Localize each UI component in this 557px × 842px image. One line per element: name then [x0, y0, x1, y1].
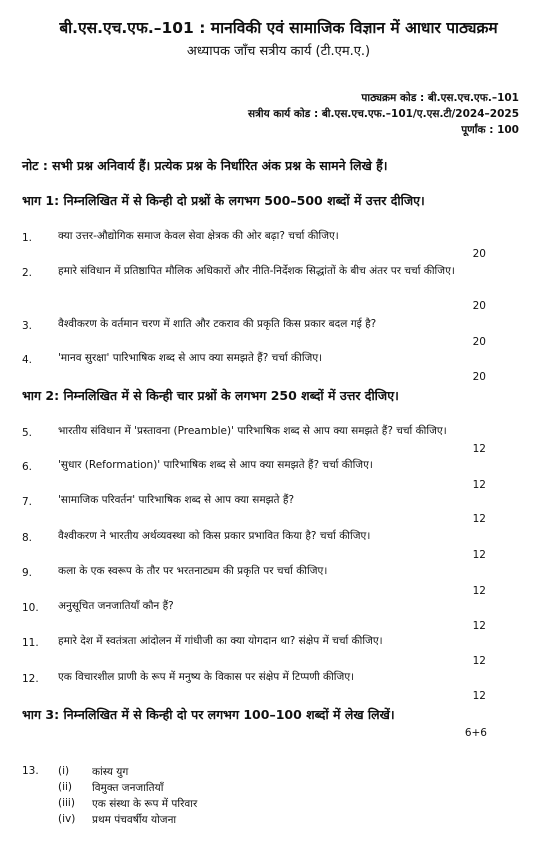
question-marks: 12	[472, 620, 486, 632]
question-number: 4.	[22, 354, 33, 366]
question-number: 7.	[22, 496, 33, 508]
question-text: हमारे संविधान में प्रतिष्ठापित मौलिक अधिकारों और नीति-निर्देशक सिद्धांतों के बीच अंतर पर चर्चा कीजिए।	[58, 265, 455, 277]
question-marks: 20	[472, 248, 486, 260]
question-marks: 12	[472, 585, 486, 597]
assignment-code: सत्रीय कार्य कोड : बी.एस.एच.एफ.–101/ए.एस.टी/2024–2025	[248, 108, 519, 120]
question-text: कला के एक स्वरूप के तौर पर भरतनाट्यम की प्रकृति पर चर्चा कीजिए।	[58, 565, 328, 577]
question-marks: 20	[472, 336, 486, 348]
part1-heading: भाग 1: निम्नलिखित में से किन्ही दो प्रश्नों के लगभग 500–500 शब्दों में उत्तर दीजिए।	[22, 193, 425, 208]
question-text: वैश्वीकरण के वर्तमान चरण में शाति और टकराव की प्रकृति किस प्रकार बदल गई है?	[58, 318, 377, 330]
question-marks: 12	[472, 549, 486, 561]
part3-marks: 6+6	[464, 727, 487, 739]
question-text: वैश्वीकरण ने भारतीय अर्थव्यवस्था को किस प्रकार प्रभावित किया है? चर्चा कीजिए।	[58, 530, 371, 542]
question-marks: 20	[472, 371, 486, 383]
sub-item-label: (ii)	[58, 781, 73, 793]
question-number: 10.	[22, 602, 39, 614]
question-text: एक विचारशील प्राणी के रूप में मनुष्य के विकास पर संक्षेप में टिप्पणी कीजिए।	[58, 671, 355, 683]
question-number: 11.	[22, 637, 39, 649]
question-number: 6.	[22, 461, 33, 473]
question-text: 'सामाजिक परिवर्तन' पारिभाषिक शब्द से आप क्या समझते हैं?	[58, 494, 295, 506]
sub-item-text: विमुक्त जनजातियाँ	[92, 782, 164, 794]
question-marks: 12	[472, 655, 486, 667]
question-marks: 12	[472, 513, 486, 525]
question-text: क्या उत्तर-औद्योगिक समाज केवल सेवा क्षेत्रक की ओर बढ़ा? चर्चा कीजिए।	[58, 230, 339, 242]
question-number: 12.	[22, 673, 39, 685]
question-marks: 12	[472, 479, 486, 491]
question-number: 1.	[22, 232, 33, 244]
question-number: 8.	[22, 532, 33, 544]
sub-item-label: (iv)	[58, 813, 76, 825]
question-number: 5.	[22, 427, 33, 439]
sub-item-text: कांस्य युग	[92, 766, 129, 778]
question-text: भारतीय संविधान में 'प्रस्तावना (Preamble)' पारिभाषिक शब्द से आप क्या समझते हैं? चर्चा कीजिए।	[58, 425, 447, 437]
sub-item-text: प्रथम पंचवर्षीय योजना	[92, 814, 177, 826]
question-number: 3.	[22, 320, 33, 332]
question-text: अनुसूचित जनजातियाँ कौन हैं?	[58, 600, 174, 612]
page-subtitle: अध्यापक जाँच सत्रीय कार्य (टी.एम.ए.)	[186, 44, 371, 59]
question-text: 'सुधार (Reformation)' पारिभाषिक शब्द से आप क्या समझते हैं? चर्चा कीजिए।	[58, 459, 373, 471]
question-marks: 12	[472, 690, 486, 702]
question-marks: 12	[472, 443, 486, 455]
max-marks: पूर्णांक : 100	[461, 124, 519, 136]
question-number: 13.	[22, 765, 39, 777]
instructions-note: नोट : सभी प्रश्न अनिवार्य हैं। प्रत्येक प्रश्न के निर्धारित अंक प्रश्न के सामने लिखे हैं।	[22, 158, 388, 173]
question-number: 9.	[22, 567, 33, 579]
sub-item-label: (i)	[58, 765, 70, 777]
page-title: बी.एस.एच.एफ.–101 : मानविकी एवं सामाजिक विज्ञान में आधार पाठ्यक्रम	[59, 19, 498, 37]
question-number: 2.	[22, 267, 33, 279]
question-text: हमारे देश में स्वतंत्रता आंदोलन में गांधीजी का क्या योगदान था? संक्षेप में चर्चा कीजिए।	[58, 635, 383, 647]
sub-item-text: एक संस्था के रूप में परिवार	[92, 798, 198, 810]
part3-heading: भाग 3: निम्नलिखित में से किन्ही दो पर लगभग 100–100 शब्दों में लेख लिखें।	[22, 707, 395, 722]
question-marks: 20	[472, 300, 486, 312]
part2-heading: भाग 2: निम्नलिखित में से किन्ही चार प्रश्नों के लगभग 250 शब्दों में उत्तर दीजिए।	[22, 388, 399, 403]
question-text: 'मानव सुरक्षा' पारिभाषिक शब्द से आप क्या समझते हैं? चर्चा कीजिए।	[58, 352, 323, 364]
course-code: पाठ्यक्रम कोड : बी.एस.एच.एफ.–101	[361, 92, 519, 104]
sub-item-label: (iii)	[58, 797, 75, 809]
